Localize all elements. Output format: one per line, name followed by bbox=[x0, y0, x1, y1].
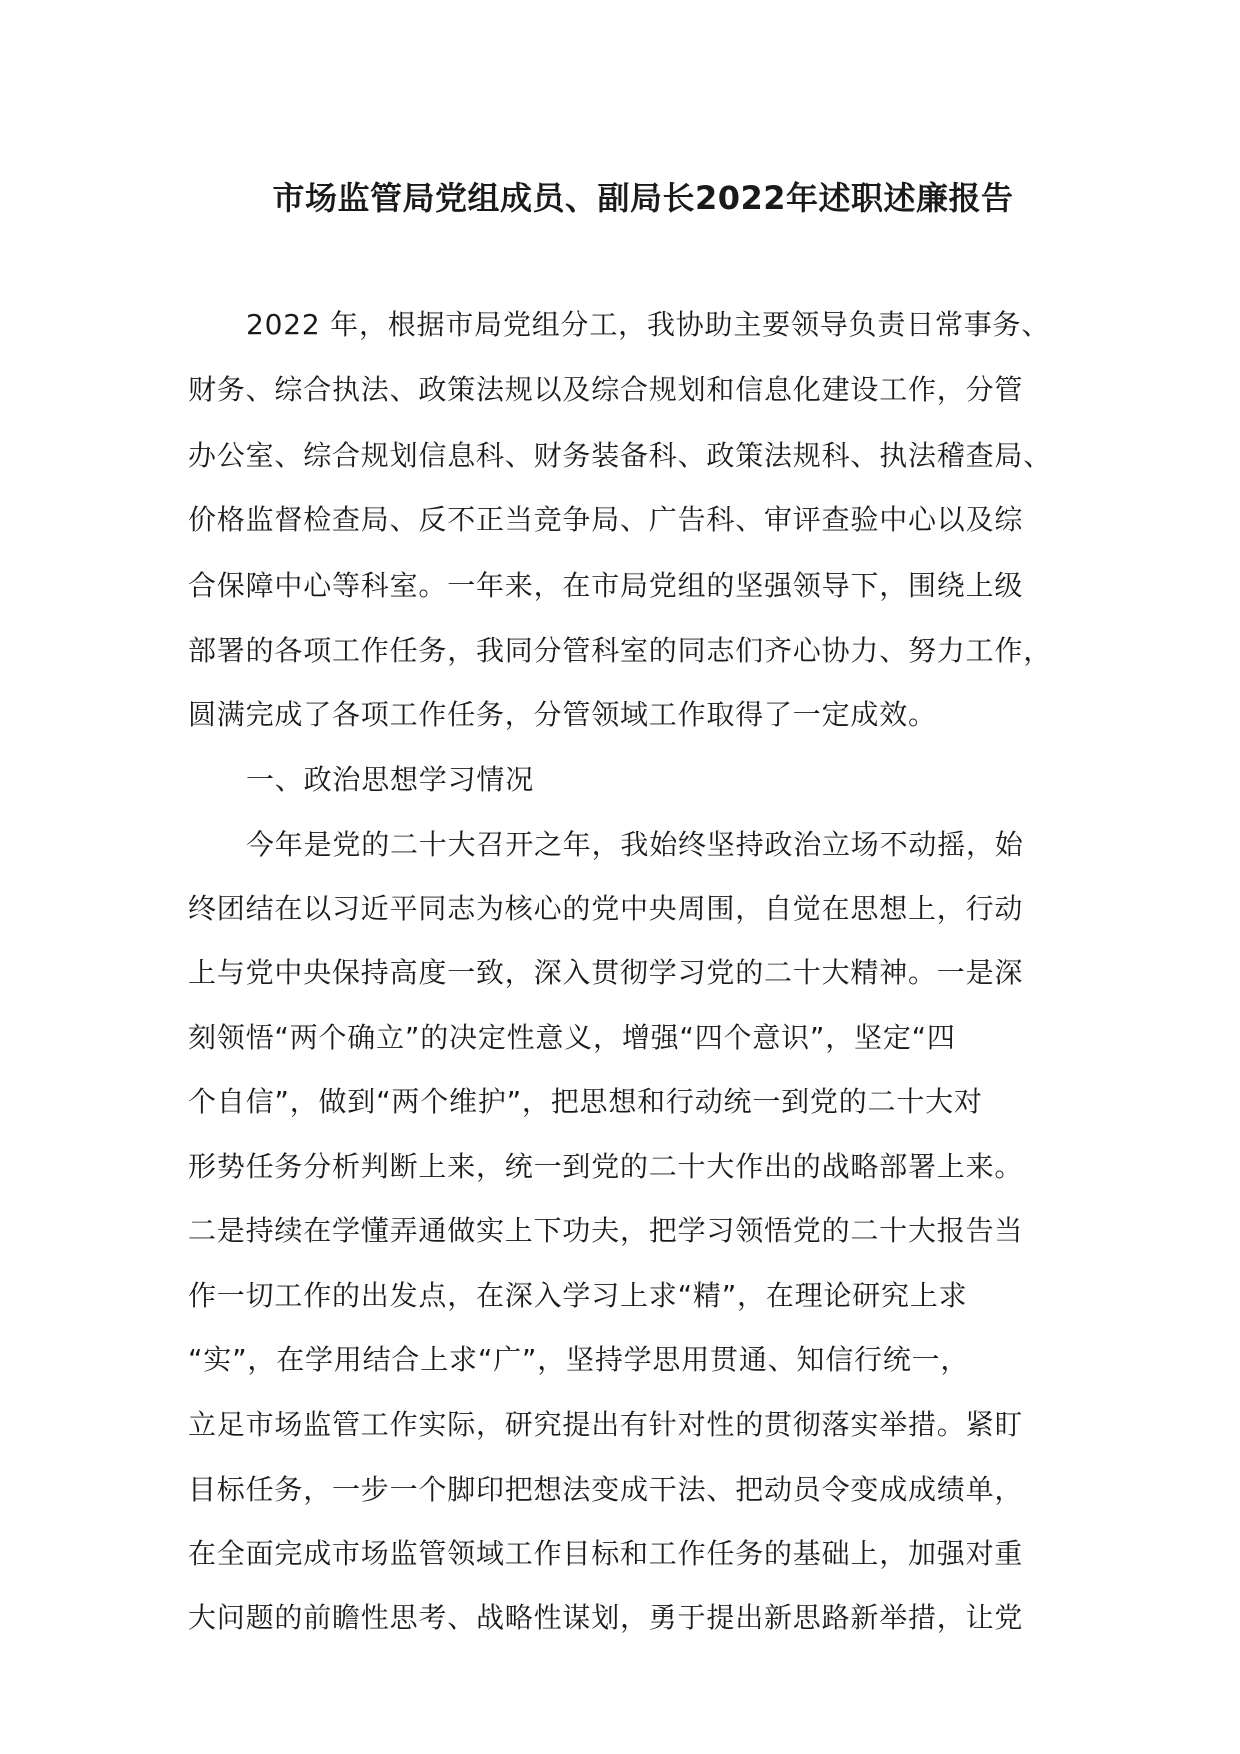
paragraph-line: 价格监督检查局、反不正当竞争局、广告科、审评查验中心以及综 bbox=[188, 503, 1024, 536]
paragraph-line: 个自信”，做到“两个维护”，把思想和行动统一到党的二十大对 bbox=[188, 1085, 983, 1118]
paragraph-line: 形势任务分析判断上来，统一到党的二十大作出的战略部署上来。 bbox=[188, 1150, 1024, 1183]
paragraph-line: 终团结在以习近平同志为核心的党中央周围，自觉在思想上，行动 bbox=[188, 892, 1024, 925]
paragraph-line: 合保障中心等科室。一年来，在市局党组的坚强领导下，围绕上级 bbox=[188, 569, 1024, 602]
paragraph-line: 在全面完成市场监管领域工作目标和工作任务的基础上，加强对重 bbox=[188, 1537, 1024, 1570]
section-heading: 一、政治思想学习情况 bbox=[246, 763, 535, 796]
paragraph-line: 作一切工作的出发点，在深入学习上求“精”，在理论研究上求 bbox=[188, 1279, 968, 1312]
paragraph-line: 刻领悟“两个确立”的决定性意义，增强“四个意识”，坚定“四 bbox=[188, 1021, 956, 1054]
paragraph-line: 目标任务，一步一个脚印把想法变成干法、把动员令变成成绩单， bbox=[188, 1473, 1024, 1506]
paragraph-line: 办公室、综合规划信息科、财务装备科、政策法规科、执法稽查局、 bbox=[188, 439, 1053, 472]
paragraph-line: 2022 年，根据市局党组分工，我协助主要领导负责日常事务、 bbox=[246, 308, 1051, 341]
paragraph-line: 圆满完成了各项工作任务，分管领域工作取得了一定成效。 bbox=[188, 698, 937, 731]
document-title: 市场监管局党组成员、副局长2022年述职述廉报告 bbox=[272, 179, 1014, 217]
paragraph-line: 部署的各项工作任务，我同分管科室的同志们齐心协力、努力工作， bbox=[188, 634, 1053, 667]
paragraph-line: 财务、综合执法、政策法规以及综合规划和信息化建设工作，分管 bbox=[188, 373, 1024, 406]
paragraph-line: 今年是党的二十大召开之年，我始终坚持政治立场不动摇，始 bbox=[246, 828, 1024, 861]
paragraph-line: 大问题的前瞻性思考、战略性谋划，勇于提出新思路新举措，让党 bbox=[188, 1601, 1024, 1634]
paragraph-line: “实”，在学用结合上求“广”，坚持学思用贯通、知信行统一， bbox=[188, 1343, 970, 1376]
paragraph-line: 二是持续在学懂弄通做实上下功夫，把学习领悟党的二十大报告当 bbox=[188, 1214, 1024, 1247]
paragraph-line: 上与党中央保持高度一致，深入贯彻学习党的二十大精神。一是深 bbox=[188, 956, 1024, 989]
paragraph-line: 立足市场监管工作实际，研究提出有针对性的贯彻落实举措。紧盯 bbox=[188, 1408, 1024, 1441]
